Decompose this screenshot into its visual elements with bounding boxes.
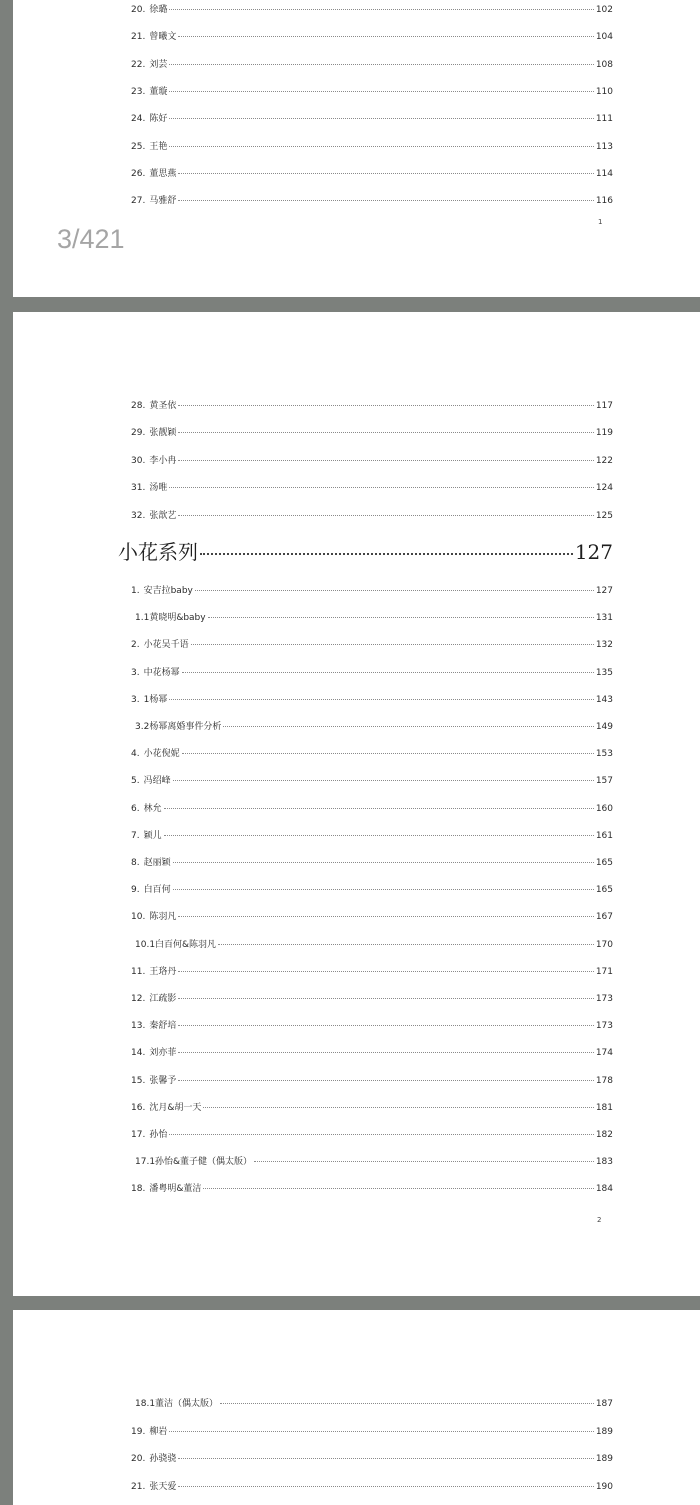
toc-entry[interactable] [131, 612, 613, 624]
toc-section-heading[interactable] [118, 539, 613, 565]
toc-entry-number: 10. [131, 912, 146, 923]
toc-entry[interactable] [131, 639, 613, 651]
toc-entry-page: 171 [595, 966, 613, 977]
toc-entry-title: 1.1黄晓明&baby [135, 613, 206, 624]
toc-entry[interactable] [131, 911, 613, 923]
dot-leader [178, 460, 593, 461]
toc-entry-number: 24. [131, 114, 146, 125]
dot-leader [208, 617, 594, 618]
toc-entry-number: 25. [131, 141, 146, 152]
toc-entry-title: 孙骁骁 [149, 1454, 177, 1464]
toc-entry[interactable] [131, 939, 613, 951]
toc-entry-title: 董思燕 [149, 168, 177, 179]
dot-leader [169, 64, 593, 65]
toc-entry[interactable] [131, 803, 613, 815]
toc-entry[interactable] [131, 1183, 613, 1195]
toc-entry-title: 10.1白百何&陈羽凡 [135, 939, 217, 950]
dot-leader [169, 1134, 593, 1135]
dot-leader [164, 835, 594, 836]
toc-entry-title: 秦舒培 [149, 1021, 177, 1032]
toc-entry-number: 3. [131, 667, 140, 678]
toc-entry-title: 赵丽颖 [143, 858, 171, 868]
toc-entry-page: 104 [595, 32, 613, 43]
toc-entry-number: 32. [131, 510, 146, 521]
toc-entry[interactable] [131, 1129, 613, 1141]
toc-entry-title: 刘亦菲 [149, 1048, 177, 1059]
toc-entry-page: 143 [595, 694, 613, 705]
dot-leader [169, 118, 593, 119]
toc-entry[interactable] [131, 1453, 613, 1465]
toc-entry-title: 颖儿 [143, 830, 162, 841]
toc-entry-page: 117 [595, 401, 613, 411]
toc-entry-number: 7. [131, 830, 140, 841]
page-footer-number: 1 [598, 218, 603, 226]
toc-entry-page: 135 [595, 667, 613, 678]
toc-entry-number: 20. [131, 1454, 146, 1464]
toc-entry-number: 3. [131, 694, 140, 705]
toc-entry-page: 190 [595, 1481, 613, 1492]
dot-leader [169, 699, 593, 700]
toc-entry-page: 119 [595, 428, 613, 439]
toc-entry-title: 潘粤明&董洁 [149, 1184, 202, 1195]
toc-entry-title: 刘芸 [149, 59, 168, 70]
toc-entry-page: 182 [595, 1130, 613, 1140]
toc-entry-number: 1. [131, 586, 140, 596]
toc-entry-page: 183 [595, 1157, 613, 1168]
dot-leader [178, 1052, 593, 1053]
toc-entry-page: 153 [595, 749, 613, 760]
section-page: 127 [574, 540, 613, 564]
toc-entry-title: 王艳 [149, 141, 168, 152]
toc-entry[interactable] [131, 857, 613, 869]
toc-entry[interactable] [131, 1020, 613, 1032]
toc-entry-page: 184 [595, 1184, 613, 1195]
dot-leader [173, 862, 594, 863]
toc-entry-title: 陈羽凡 [149, 912, 177, 923]
toc-entry-page: 161 [595, 830, 613, 841]
toc-entry-page: 122 [595, 455, 613, 466]
dot-leader [178, 405, 593, 406]
toc-entry[interactable] [131, 113, 613, 125]
toc-entry-page: 178 [595, 1075, 613, 1086]
toc-entry[interactable] [131, 31, 613, 43]
dot-leader [169, 91, 593, 92]
toc-entry-page: 127 [595, 586, 613, 596]
dot-leader [178, 432, 593, 433]
toc-entry-title: 小花倪妮 [143, 749, 180, 760]
toc-entry-page: 160 [595, 803, 613, 814]
dot-leader [178, 1486, 593, 1487]
toc-entry[interactable] [131, 86, 613, 98]
toc-entry[interactable] [131, 510, 613, 522]
toc-entry[interactable] [131, 775, 613, 787]
toc-entry-number: 21. [131, 1481, 146, 1492]
toc-entry-page: 181 [595, 1102, 613, 1113]
toc-entry-number: 8. [131, 858, 140, 868]
toc-entry-title: 汤唯 [149, 483, 168, 494]
dot-leader [173, 889, 594, 890]
toc-entry-page: 132 [595, 640, 613, 651]
toc-entry-title: 18.1董洁（偶太版） [135, 1399, 219, 1409]
page-indicator: 3/421 [57, 224, 125, 254]
toc-entry-page: 111 [595, 114, 613, 125]
toc-entry[interactable] [131, 748, 613, 760]
dot-leader [182, 753, 594, 754]
toc-entry[interactable] [131, 1426, 613, 1438]
dot-leader [203, 1107, 593, 1108]
dot-leader [178, 173, 593, 174]
dot-leader [169, 487, 593, 488]
page-footer-number: 2 [597, 1216, 602, 1224]
dot-leader [220, 1403, 594, 1404]
toc-entry-title: 白百何 [143, 885, 171, 896]
toc-entry-title: 董璇 [149, 86, 168, 97]
toc-entry-title: 张馨予 [149, 1075, 177, 1086]
toc-entry-title: 小花吴千语 [143, 640, 189, 651]
toc-entry[interactable] [131, 1398, 613, 1410]
toc-entry-number: 31. [131, 483, 146, 494]
toc-entry-number: 21. [131, 32, 146, 43]
dot-leader [178, 1458, 593, 1459]
toc-entry[interactable] [131, 455, 613, 467]
toc-entry-number: 12. [131, 994, 146, 1004]
toc-entry[interactable] [131, 427, 613, 439]
toc-entry-title: 冯绍峰 [143, 776, 171, 787]
toc-entry-number: 15. [131, 1075, 146, 1086]
toc-entry-page: 102 [595, 5, 613, 15]
dot-leader [195, 590, 594, 591]
dot-leader [169, 1431, 593, 1432]
dot-leader [169, 146, 593, 147]
toc-entry-number: 30. [131, 455, 146, 466]
toc-entry-title: 李小冉 [149, 455, 177, 466]
toc-entry-number: 6. [131, 803, 140, 814]
toc-entry-title: 17.1孙怡&董子健（偶太版） [135, 1157, 253, 1168]
dot-leader [178, 515, 593, 516]
toc-entry-number: 27. [131, 196, 146, 207]
toc-entry-page: 173 [595, 994, 613, 1004]
toc-entry-title: 陈好 [149, 114, 168, 125]
dot-leader [178, 916, 593, 917]
toc-entry[interactable] [131, 830, 613, 842]
toc-entry-title: 张靓颖 [149, 428, 177, 439]
toc-entry-title: 林允 [143, 803, 162, 814]
toc-entry[interactable] [131, 585, 613, 597]
toc-entry-page: 173 [595, 1021, 613, 1032]
toc-entry[interactable] [131, 1102, 613, 1114]
dot-leader [169, 9, 593, 10]
toc-entry-title: 王珞丹 [149, 966, 177, 977]
toc-entry-page: 113 [595, 141, 613, 152]
toc-entry-page: 116 [595, 196, 613, 207]
toc-entry-page: 189 [595, 1426, 613, 1437]
toc-entry[interactable] [131, 1481, 613, 1493]
toc-entry-page: 149 [595, 722, 613, 732]
pdf-page-2 [13, 312, 700, 1296]
toc-entry[interactable] [131, 4, 613, 16]
toc-entry[interactable] [131, 1156, 613, 1168]
toc-entry-title: 中花杨幂 [143, 667, 180, 678]
toc-entry-page: 189 [595, 1454, 613, 1464]
dot-leader [178, 998, 593, 999]
toc-entry[interactable] [131, 141, 613, 153]
toc-entry-title: 柳岩 [149, 1426, 168, 1437]
pdf-page-3 [13, 1310, 700, 1505]
toc-entry-number: 22. [131, 59, 146, 70]
toc-entry-page: 108 [595, 59, 613, 70]
toc-entry-page: 165 [595, 885, 613, 896]
dot-leader [178, 200, 593, 201]
dot-leader [200, 553, 573, 555]
toc-entry[interactable] [131, 59, 613, 71]
toc-entry-title: 沈月&胡一天 [149, 1102, 202, 1113]
dot-leader [178, 36, 593, 37]
dot-leader [254, 1161, 594, 1162]
dot-leader [218, 944, 594, 945]
toc-entry-title: 张歆艺 [149, 510, 177, 521]
toc-entry-number: 4. [131, 749, 140, 760]
toc-entry-number: 2. [131, 640, 140, 651]
dot-leader [191, 644, 594, 645]
toc-entry-number: 28. [131, 401, 146, 411]
toc-entry-number: 11. [131, 966, 146, 977]
toc-entry-title: 黄圣依 [149, 401, 177, 411]
section-title: 小花系列 [118, 540, 198, 564]
dot-leader [203, 1188, 593, 1189]
toc-entry-page: 157 [595, 776, 613, 787]
toc-entry[interactable] [131, 721, 613, 733]
dot-leader [178, 1080, 593, 1081]
toc-entry[interactable] [131, 482, 613, 494]
toc-entry-number: 16. [131, 1102, 146, 1113]
toc-entry-title: 1杨幂 [143, 694, 168, 705]
toc-entry-number: 18. [131, 1184, 146, 1195]
dot-leader [173, 780, 594, 781]
toc-entry-number: 26. [131, 168, 146, 179]
dot-leader [182, 672, 594, 673]
dot-leader [178, 1025, 593, 1026]
toc-entry-number: 17. [131, 1130, 146, 1140]
toc-entry-title: 安吉拉baby [143, 586, 193, 596]
toc-entry-number: 23. [131, 86, 146, 97]
toc-entry-title: 马雅舒 [149, 196, 177, 207]
toc-entry-number: 13. [131, 1021, 146, 1032]
toc-entry-page: 131 [595, 613, 613, 624]
toc-entry[interactable] [131, 1047, 613, 1059]
toc-entry-page: 125 [595, 510, 613, 521]
toc-entry[interactable] [131, 884, 613, 896]
toc-entry[interactable] [131, 694, 613, 706]
toc-entry-title: 江疏影 [149, 994, 177, 1004]
toc-entry-title: 3.2杨幂离婚事件分析 [135, 722, 222, 732]
toc-entry[interactable] [131, 168, 613, 180]
dot-leader [178, 971, 593, 972]
toc-entry[interactable] [131, 1075, 613, 1087]
dot-leader [223, 726, 593, 727]
toc-entry-number: 14. [131, 1048, 146, 1059]
toc-entry[interactable] [131, 195, 613, 207]
toc-entry-page: 187 [595, 1399, 613, 1409]
toc-entry-number: 20. [131, 5, 146, 15]
toc-entry-number: 9. [131, 885, 140, 896]
toc-entry-page: 114 [595, 168, 613, 179]
toc-entry-page: 170 [595, 939, 613, 950]
toc-entry-number: 29. [131, 428, 146, 439]
dot-leader [164, 808, 594, 809]
toc-entry-number: 5. [131, 776, 140, 787]
toc-entry[interactable] [131, 667, 613, 679]
toc-entry-title: 孙怡 [149, 1130, 168, 1140]
toc-entry[interactable] [131, 966, 613, 978]
toc-entry-number: 19. [131, 1426, 146, 1437]
toc-entry-title: 徐璐 [149, 5, 168, 15]
toc-entry-title: 张天爱 [149, 1481, 177, 1492]
toc-entry-page: 124 [595, 483, 613, 494]
toc-entry[interactable] [131, 400, 613, 412]
toc-entry-page: 110 [595, 86, 613, 97]
toc-entry-title: 曾曦文 [149, 32, 177, 43]
toc-entry-page: 174 [595, 1048, 613, 1059]
toc-entry-page: 167 [595, 912, 613, 923]
toc-entry[interactable] [131, 993, 613, 1005]
toc-entry-page: 165 [595, 858, 613, 868]
